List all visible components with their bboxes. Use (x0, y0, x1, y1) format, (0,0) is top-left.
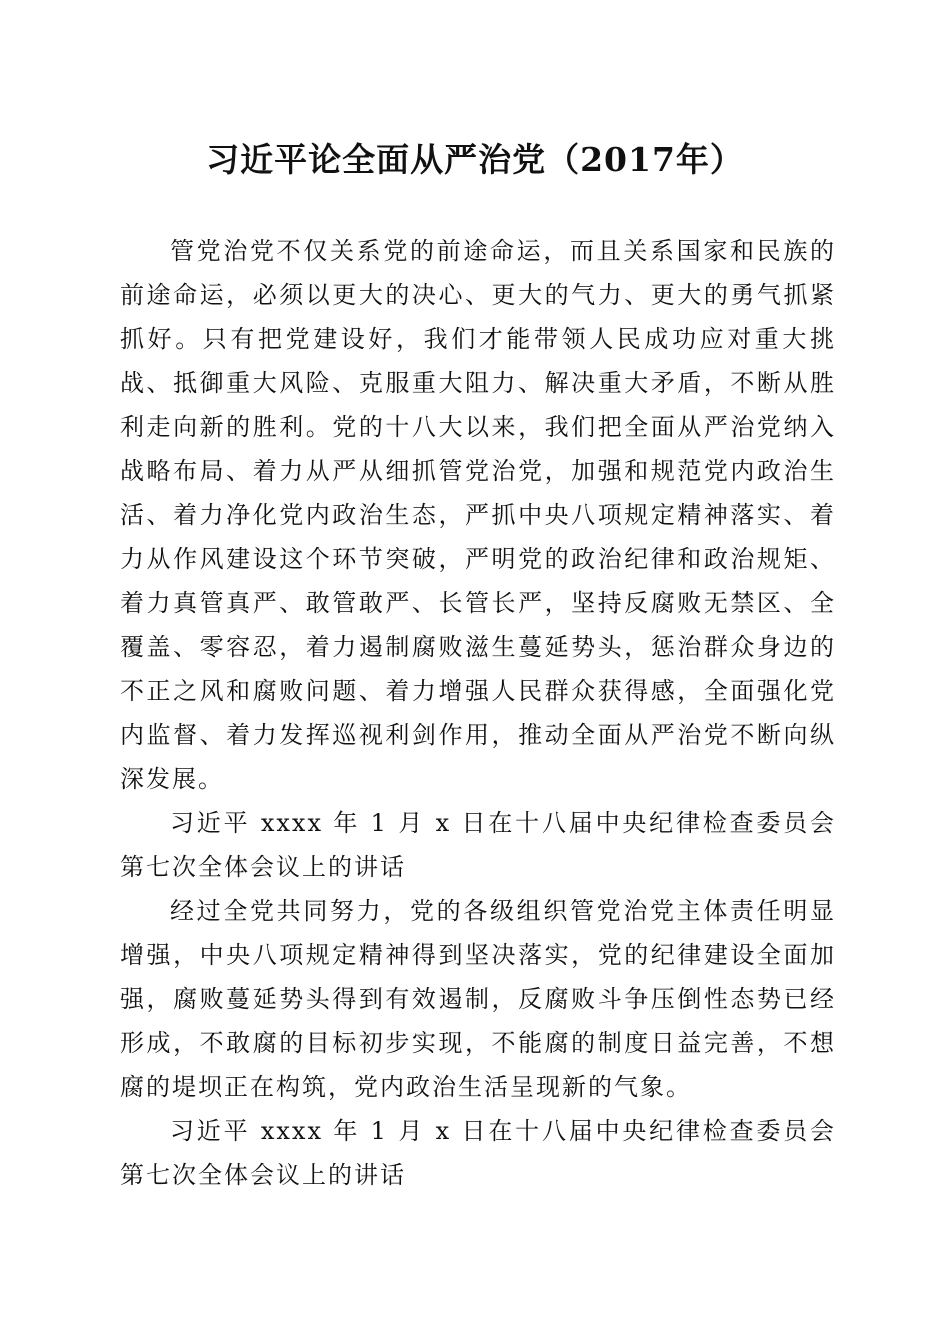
document-body (120, 229, 836, 1197)
paragraph-source-1: 习近平 xxxx 年 1 月 x 日在十八届中央纪律检查委员会第七次全体会议上的讲话 (120, 809, 836, 881)
paragraph-main: 管党治党不仅关系党的前途命运，而且关系国家和民族的前途命运，必须以更大的决心、更大的气力、更大的勇气抓紧抓好。只有把党建设好，我们才能带领人民成功应对重大挑战、抵御重大风险、克服重大阻力、解决重大矛盾，不断从胜利走向新的胜利。党的十八大以来，我们把全面从严治党纳入战略布局、着力从严从细抓管党治党，加强和规范党内政治生活、着力净化党内政治生态，严抓中央八项规定精神落实、着力从作风建设这个环节突破，严明党的政治纪律和政治规矩、着力真管真严、敢管敢严、长管长严，坚持反腐败无禁区、全覆盖、零容忍，着力遏制腐败滋生蔓延势头，惩治群众身边的不正之风和腐败问题、着力增强人民群众获得感，全面强化党内监督、着力发挥巡视利剑作用，推动全面从严治党不断向纵深发展。 (120, 237, 836, 793)
paragraph-second: 经过全党共同努力，党的各级组织管党治党主体责任明显增强，中央八项规定精神得到坚决落实，党的纪律建设全面加强，腐败蔓延势头得到有效遏制，反腐败斗争压倒性态势已经形成，不敢腐的目标初步实现，不能腐的制度日益完善，不想腐的堤坝正在构筑，党内政治生活呈现新的气象。 (120, 897, 836, 1101)
document-title: 习近平论全面从严治党（2017年） (206, 140, 744, 179)
paragraph-source-2: 习近平 xxxx 年 1 月 x 日在十八届中央纪律检查委员会第七次全体会议上的讲话 (120, 1117, 836, 1189)
